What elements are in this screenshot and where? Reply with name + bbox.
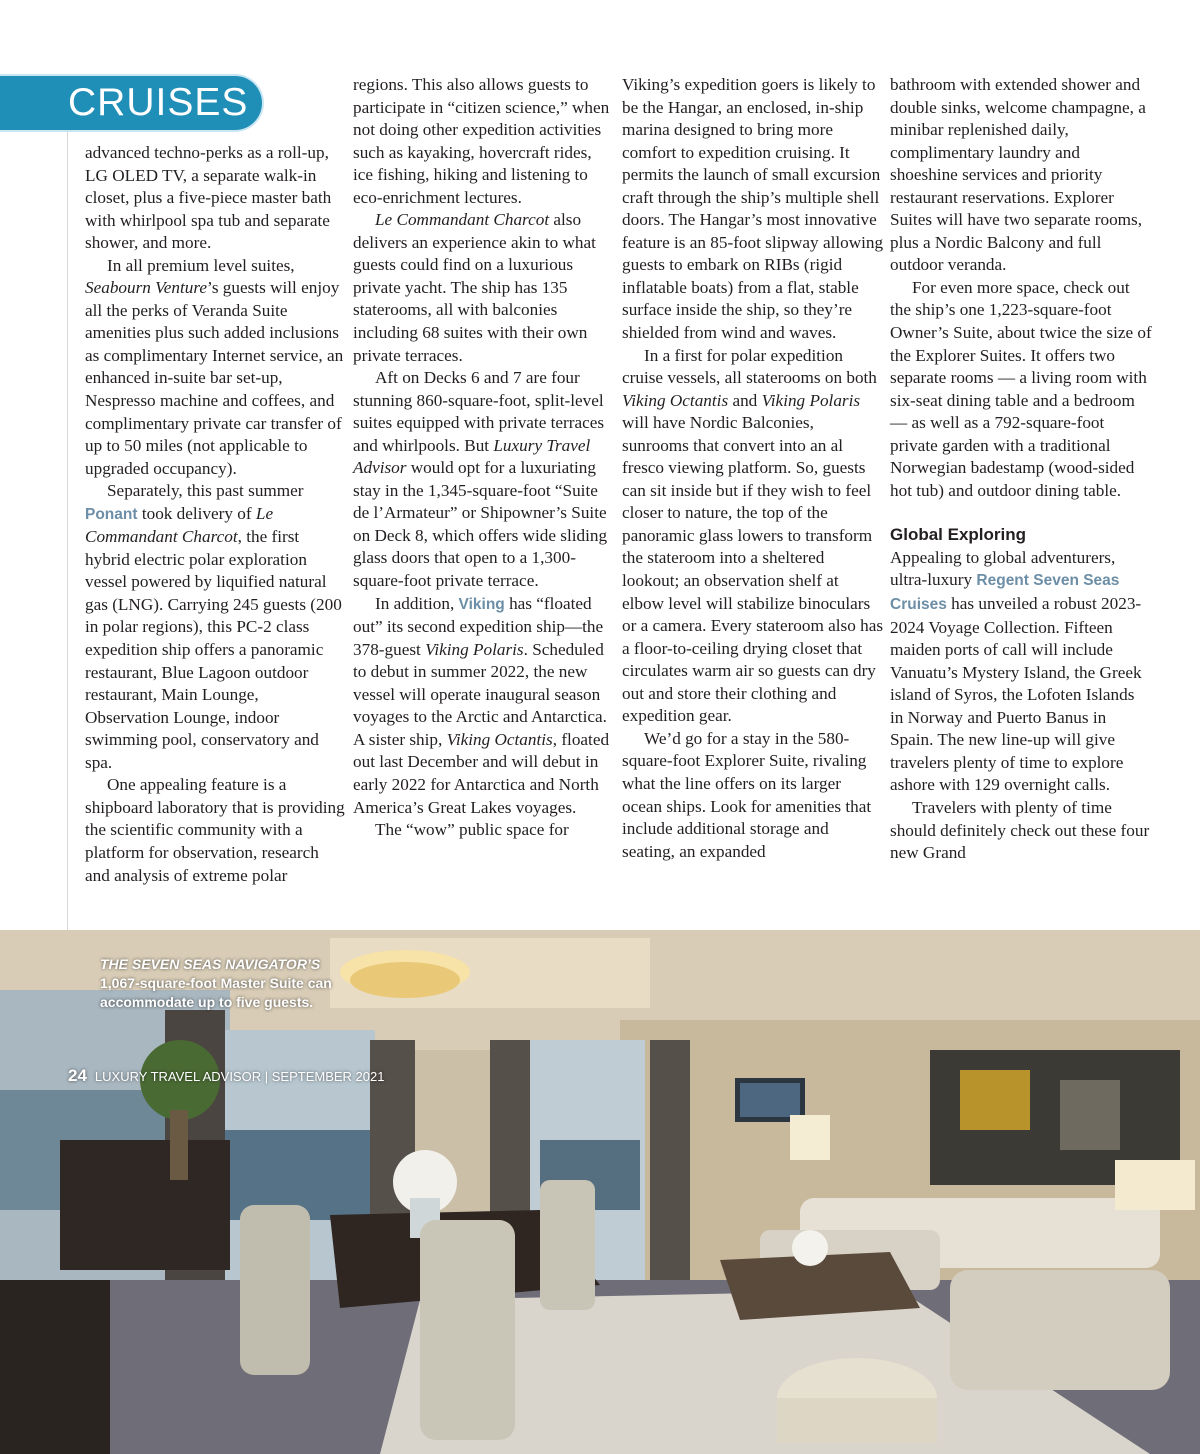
paragraph: advanced techno-perks as a roll-up, LG OLED TV, a separate walk-in closet, plus a five-piece master bath with whirlpool spa tub and separate shower, and more. xyxy=(85,143,332,253)
brand-name: Viking xyxy=(458,595,505,613)
brand-name: Ponant xyxy=(85,505,138,523)
paragraph: Le Commandant Charcot also delivers an experience akin to what guests could find on a luxurious private yacht. The ship has 135 staterooms, all with balconies including 68 suites with their own private terraces. xyxy=(353,210,596,365)
paragraph: bathroom with extended shower and double sinks, welcome champagne, a minibar replenished daily, complimentary laundry and shoeshine services and priority restaurant reservations. Explorer Suites will have two separate rooms, plus a Nordic Balcony and full outdoor veranda. xyxy=(890,75,1146,275)
column-2 xyxy=(353,74,615,842)
column-rule xyxy=(67,130,68,930)
paragraph: The “wow” public space for xyxy=(375,820,569,840)
page-number: 24 xyxy=(68,1066,87,1085)
paragraph: One appealing feature is a shipboard laboratory that is providing the scientific community with a platform for observation, research and analysis of extreme polar xyxy=(85,775,345,885)
page-footer xyxy=(68,1066,384,1087)
footer-separator: | xyxy=(264,1069,269,1084)
paragraph: Viking’s expedition goers is likely to be the Hangar, an enclosed, in-ship marina designed to bring more comfort to expedition cruising. It permits the launch of small excursion craft through the ship’s multiple shell doors. The Hangar’s most innovative feature is an 85-foot slipway allowing guests to embark on RIBs (rigid inflatable boats) from a flat, stable surface inside the ship, so they’re shielded from wind and waves. xyxy=(622,75,884,343)
subheading: Global Exploring xyxy=(890,525,1027,545)
paragraph: Aft on Decks 6 and 7 are four stunning 860-square-foot, split-level suites equipped with private terraces and whirlpools. But Luxury Travel Advisor would opt for a luxuriating stay in the 1,345-square-foot “Suite de l’Armateur” or Shipowner’s Suite on Deck 8, which offers wide sliding glass doors that open to a 1,300-square-foot private terrace. xyxy=(353,368,608,591)
paragraph: Appealing to global adventurers, ultra-luxury Regent Seven Seas Cruises has unveiled a robust 2023-2024 Voyage Collection. Fifteen maiden ports of call will include Vanuatu’s Mystery Island, the Greek island of Syros, the Lofoten Islands in Norway and Puerto Banus in Spain. The new line-up will give travelers plenty of time to explore ashore with 129 overnight calls. xyxy=(890,547,1142,795)
paragraph: Travelers with plenty of time should definitely check out these four new Grand xyxy=(890,797,1150,863)
column-3 xyxy=(622,74,884,863)
issue-date: SEPTEMBER 2021 xyxy=(271,1069,385,1084)
paragraph: Separately, this past summer Ponant took delivery of Le Commandant Charcot, the first hybrid electric polar exploration vessel powered by liquified natural gas (LNG). Carrying 245 guests (200 in polar regions), this PC-2 class expedition ship offers a panoramic restaurant, Blue Lagoon outdoor restaurant, Main Lounge, Observation Lounge, indoor swimming pool, conservatory and spa. xyxy=(85,481,342,772)
column-4 xyxy=(890,74,1152,865)
publication-name: LUXURY TRAVEL ADVISOR xyxy=(94,1069,262,1084)
brand-name: Regent Seven Seas Cruises xyxy=(890,572,1120,614)
column-1 xyxy=(85,142,347,887)
paragraph: For even more space, check out the ship’s one 1,223-square-foot Owner’s Suite, about twice the size of the Explorer Suites. It offers two separate rooms — a living room with six-seat dining table and a bedroom — as well as a 792-square-foot private garden with a traditional Norwegian badestamp (wood-sided hot tub) and outdoor dining table. xyxy=(890,277,1152,500)
paragraph: In addition, Viking has “floated out” its second expedition ship—the 378-guest Viking Polaris. Scheduled to debut in summer 2022, the new vessel will operate inaugural season voyages to the Arctic and Antarctica. A sister ship, Viking Octantis, floated out last December and will debut in early 2022 for Antarctica and North America’s Great Lakes voyages. xyxy=(353,593,610,817)
section-label: CRUISES xyxy=(68,81,249,124)
paragraph: In all premium level suites, Seabourn Venture’s guests will enjoy all the perks of Veranda Suite amenities plus such added inclusions as complimentary Internet service, an enhanced in-suite bar set-up, Nespresso machine and coffees, and complimentary private car transfer of up to 50 miles (not applicable to upgraded occupancy). xyxy=(85,255,344,478)
paragraph: We’d go for a stay in the 580-square-foot Explorer Suite, rivaling what the line offers on its larger ocean ships. Look for amenities that include additional storage and seating, an expanded xyxy=(622,728,872,861)
paragraph: regions. This also allows guests to participate in “citizen science,” when not doing other expedition activities such as kayaking, hovercraft rides, ice fishing, hiking and listening to eco-enrichment lectures. xyxy=(353,75,610,207)
photo-caption: THE SEVEN SEAS NAVIGATOR’S 1,067-square-foot Master Suite can accommodate up to five guests. xyxy=(100,956,332,1010)
section-tab xyxy=(0,76,262,130)
paragraph: In a first for polar expedition cruise vessels, all staterooms on both Viking Octantis and Viking Polaris will have Nordic Balconies, sunrooms that convert into an al fresco viewing platform. So, guests can sit inside but if they wish to feel closer to nature, the top of the panoramic glass lowers to transform the stateroom into a sheltered lookout; an observation shelf at elbow level will stabilize binoculars or a camera. Every stateroom also has a floor-to-ceiling drying closet that circulates warm air so guests can dry out and store their clothing and expedition gear. xyxy=(622,345,884,726)
